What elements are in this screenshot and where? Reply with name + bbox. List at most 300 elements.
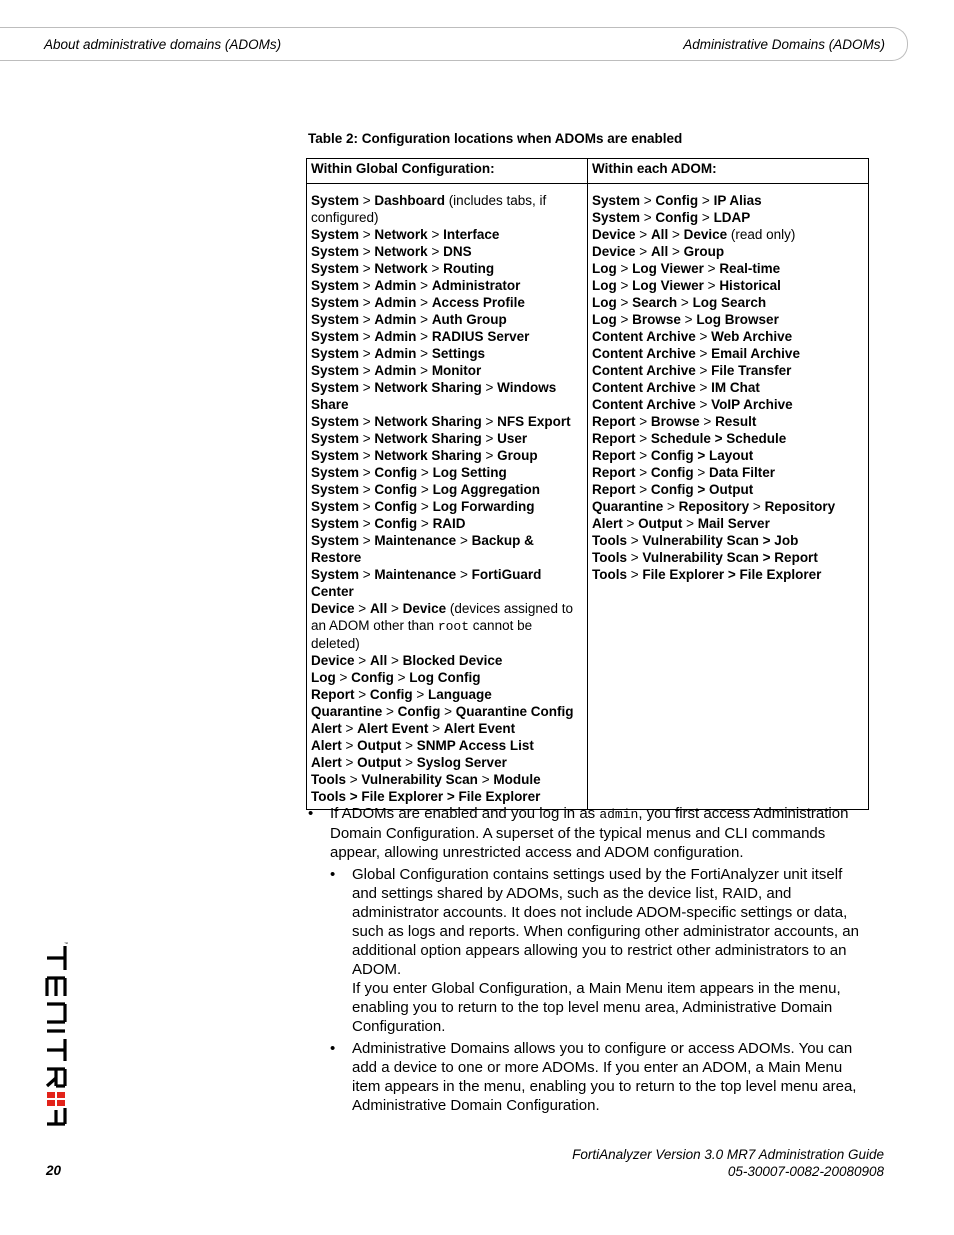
path-text: > xyxy=(481,448,498,463)
path-text: > xyxy=(335,670,352,685)
menu-path-item: Alert xyxy=(311,755,342,770)
menu-path-item: All xyxy=(369,601,388,616)
path-text: > xyxy=(440,704,456,719)
menu-path-item: Network Sharing xyxy=(374,431,482,446)
bullet-marker: • xyxy=(330,866,336,883)
menu-path-entry xyxy=(592,481,864,498)
menu-path-entry xyxy=(311,686,583,703)
menu-path-item: Routing xyxy=(443,261,495,276)
menu-path-item: Schedule > Schedule xyxy=(650,431,787,446)
menu-path-entry xyxy=(592,515,864,532)
path-text: > xyxy=(627,550,643,565)
menu-path-item: System xyxy=(311,278,360,293)
menu-path-entry xyxy=(311,345,583,362)
menu-path-item: Repository xyxy=(678,499,750,514)
path-text: > xyxy=(477,772,494,787)
menu-path-entry xyxy=(311,464,583,481)
menu-path-entry xyxy=(592,430,864,447)
path-text: > xyxy=(695,346,712,361)
menu-path-entry xyxy=(592,294,864,311)
menu-path-item: RADIUS Server xyxy=(431,329,530,344)
menu-path-item: Admin xyxy=(374,329,417,344)
menu-path-entry xyxy=(592,413,864,430)
menu-path-item: Web Archive xyxy=(711,329,793,344)
menu-path-item: Real-time xyxy=(719,261,781,276)
menu-path-item: Device xyxy=(592,244,636,259)
path-text: > xyxy=(412,687,429,702)
path-text: > xyxy=(359,482,375,497)
menu-path-item: Report xyxy=(592,431,636,446)
table-header-row xyxy=(307,159,869,184)
menu-path-item: Log xyxy=(311,670,336,685)
menu-path-item: System xyxy=(311,329,360,344)
menu-path-entry xyxy=(311,243,583,260)
path-text: > xyxy=(695,397,712,412)
menu-path-item: Log Forwarding xyxy=(432,499,535,514)
menu-path-item: System xyxy=(311,363,360,378)
menu-path-entry xyxy=(311,720,583,737)
menu-path-entry xyxy=(311,362,583,379)
menu-path-item: Data Filter xyxy=(709,465,776,480)
menu-path-item: Settings xyxy=(431,346,486,361)
path-text: > xyxy=(417,465,433,480)
code-text: root xyxy=(437,619,470,634)
menu-path-item: Device xyxy=(311,653,355,668)
path-text: > xyxy=(359,227,375,242)
path-text: > xyxy=(616,261,633,276)
menu-path-item: Module xyxy=(493,772,541,787)
menu-path-item: System xyxy=(311,244,360,259)
menu-path-item: System xyxy=(311,482,360,497)
sub-bullet-paragraph: If you enter Global Configuration, a Main Menu item appears in the menu, enabling you to return to the top level menu area, Administrative Domain Configuration. xyxy=(352,980,841,1035)
header-chapter-title: Administrative Domains (ADOMs) xyxy=(683,37,885,52)
menu-path-item: Report xyxy=(592,482,636,497)
menu-path-entry xyxy=(311,600,583,652)
menu-path-item: All xyxy=(369,653,388,668)
menu-path-item: Content Archive xyxy=(592,380,696,395)
menu-path-entry xyxy=(592,277,864,294)
global-config-cell xyxy=(307,184,588,810)
menu-path-item: System xyxy=(311,414,360,429)
path-text: > xyxy=(359,533,375,548)
menu-path-item: Repository xyxy=(764,499,836,514)
menu-path-item: System xyxy=(311,465,360,480)
menu-path-entry xyxy=(592,345,864,362)
menu-path-item: RAID xyxy=(432,516,466,531)
menu-path-item: Log Config xyxy=(409,670,481,685)
path-text: > xyxy=(416,295,432,310)
path-text: > xyxy=(359,278,375,293)
menu-path-item: System xyxy=(311,346,360,361)
column-header-global: Within Global Configuration: xyxy=(307,159,588,184)
path-text: > xyxy=(640,210,656,225)
path-text: > xyxy=(616,278,633,293)
menu-path-item: Maintenance xyxy=(374,567,457,582)
code-admin: admin xyxy=(599,807,639,822)
menu-path-item: Log Setting xyxy=(432,465,507,480)
menu-path-item: Blocked Device xyxy=(402,653,503,668)
menu-path-item: Config > Layout xyxy=(650,448,754,463)
path-text: > xyxy=(359,380,375,395)
fortinet-logo-graphic xyxy=(44,940,68,1126)
menu-path-item: Content Archive xyxy=(592,346,696,361)
path-text: > xyxy=(387,601,403,616)
menu-path-entry xyxy=(311,532,583,566)
path-text: > xyxy=(416,346,432,361)
path-text: cannot be deleted) xyxy=(311,618,533,651)
path-text: > xyxy=(456,567,472,582)
menu-path-item: Log xyxy=(592,261,617,276)
path-text: > xyxy=(698,210,714,225)
menu-path-item: Log Browser xyxy=(696,312,779,327)
path-text: > xyxy=(382,704,398,719)
path-text: > xyxy=(481,414,498,429)
menu-path-item: Tools xyxy=(592,550,627,565)
page-header xyxy=(0,27,908,61)
path-text: > xyxy=(401,738,417,753)
path-text: > xyxy=(616,295,633,310)
menu-path-item: Config xyxy=(374,499,418,514)
menu-path-item: System xyxy=(311,431,360,446)
adom-config-cell xyxy=(588,184,869,810)
path-text: > xyxy=(703,261,720,276)
menu-path-entry xyxy=(311,498,583,515)
path-text: > xyxy=(393,670,410,685)
path-text: > xyxy=(627,533,643,548)
menu-path-entry xyxy=(592,226,864,243)
menu-path-item: Admin xyxy=(374,312,417,327)
menu-path-item: Network xyxy=(374,261,428,276)
menu-path-item: System xyxy=(311,261,360,276)
menu-path-item: Browse xyxy=(632,312,681,327)
menu-path-item: Content Archive xyxy=(592,397,696,412)
table-row xyxy=(307,184,869,810)
path-text: > xyxy=(481,431,498,446)
menu-path-entry xyxy=(311,328,583,345)
menu-path-entry xyxy=(311,379,583,413)
path-text: > xyxy=(616,312,633,327)
menu-path-item: Config xyxy=(369,687,413,702)
menu-path-entry xyxy=(592,379,864,396)
menu-path-entry xyxy=(592,209,864,226)
path-text: > xyxy=(416,329,432,344)
sub-bullet-administrative-domains xyxy=(330,1039,868,1115)
menu-path-item: Network Sharing xyxy=(374,448,482,463)
path-text: > xyxy=(354,687,370,702)
path-text: > xyxy=(341,738,358,753)
menu-path-item: System xyxy=(311,448,360,463)
menu-path-entry xyxy=(311,566,583,600)
menu-path-item: All xyxy=(650,227,669,242)
path-text: > xyxy=(749,499,765,514)
menu-path-item: Tools xyxy=(311,772,346,787)
menu-path-item: DNS xyxy=(443,244,472,259)
path-text: > xyxy=(663,499,679,514)
bullet-admin-login xyxy=(308,804,868,1115)
menu-path-item: NFS Export xyxy=(497,414,571,429)
menu-path-item: Admin xyxy=(374,278,417,293)
menu-path-item: LDAP xyxy=(713,210,751,225)
menu-path-entry xyxy=(311,703,583,720)
menu-path-entry xyxy=(311,737,583,754)
footer-doc-info xyxy=(572,1146,884,1180)
menu-path-item: Alert Event xyxy=(357,721,429,736)
path-text: (read only) xyxy=(727,227,796,242)
menu-path-item: Config xyxy=(655,193,699,208)
path-text: > xyxy=(359,516,375,531)
menu-path-entry xyxy=(311,311,583,328)
fortinet-logo xyxy=(44,940,68,1126)
path-text: > xyxy=(635,244,651,259)
menu-path-entry xyxy=(311,771,583,788)
logo-o-mark xyxy=(47,1092,65,1106)
path-text: > xyxy=(359,567,375,582)
menu-path-item: Monitor xyxy=(431,363,482,378)
menu-path-entry xyxy=(311,294,583,311)
path-text: > xyxy=(668,244,684,259)
menu-path-item: Language xyxy=(428,687,492,702)
menu-path-entry xyxy=(592,396,864,413)
path-text: > xyxy=(680,312,697,327)
path-text: > xyxy=(428,721,444,736)
menu-path-item: Config xyxy=(351,670,394,685)
path-text: > xyxy=(417,516,433,531)
menu-path-entry xyxy=(311,192,583,226)
menu-path-entry xyxy=(592,362,864,379)
footer-doc-number: 05-30007-0082-20080908 xyxy=(727,1164,884,1179)
menu-path-entry xyxy=(311,226,583,243)
menu-path-item: Result xyxy=(715,414,757,429)
path-text: > xyxy=(354,653,370,668)
menu-path-item: Output xyxy=(357,755,402,770)
menu-path-item: System xyxy=(311,533,360,548)
footer-guide-title: FortiAnalyzer Version 3.0 MR7 Administration Guide xyxy=(572,1147,884,1162)
menu-path-item: Report xyxy=(592,465,636,480)
menu-path-entry xyxy=(592,243,864,260)
menu-path-item: Log Viewer xyxy=(632,261,704,276)
menu-path-item: Access Profile xyxy=(431,295,525,310)
menu-path-entry xyxy=(592,192,864,209)
path-text: > xyxy=(456,533,472,548)
menu-path-item: System xyxy=(311,499,360,514)
menu-path-item: Device xyxy=(402,601,447,616)
path-text: > xyxy=(417,499,433,514)
path-text: (devices assigned to an ADOM other than xyxy=(311,601,573,633)
path-text: > xyxy=(341,755,358,770)
menu-path-item: Config xyxy=(374,516,418,531)
path-text: > xyxy=(359,414,375,429)
menu-path-item: Admin xyxy=(374,346,417,361)
menu-path-item: Network xyxy=(374,227,428,242)
menu-path-item: Config > Output xyxy=(650,482,754,497)
menu-path-item: Report xyxy=(592,414,636,429)
path-text: > xyxy=(682,516,698,531)
path-text: > xyxy=(427,244,444,259)
menu-path-item: Alert xyxy=(311,721,342,736)
header-section-title: About administrative domains (ADOMs) xyxy=(44,37,282,52)
menu-path-item: Config xyxy=(655,210,699,225)
menu-path-item: SNMP Access List xyxy=(416,738,534,753)
menu-path-entry xyxy=(311,652,583,669)
menu-path-item: Syslog Server xyxy=(416,755,507,770)
sub-bullet-paragraph: Administrative Domains allows you to configure or access ADOMs. You can add a device to one or more ADOMs. If you enter an ADOM, a Main Menu item appears in the menu, enabling you to return to the top level menu area, Administrative Domain Configuration. xyxy=(352,1040,857,1114)
path-text: > xyxy=(359,363,375,378)
menu-path-item: Alert xyxy=(592,516,623,531)
menu-path-item: Mail Server xyxy=(697,516,770,531)
menu-path-entry xyxy=(311,515,583,532)
menu-path-item: Email Archive xyxy=(711,346,800,361)
menu-path-item: Device xyxy=(311,601,355,616)
menu-path-entry xyxy=(311,788,583,805)
menu-path-item: Admin xyxy=(374,363,417,378)
menu-path-entry xyxy=(592,532,864,549)
path-text: > xyxy=(387,653,403,668)
menu-path-item: Admin xyxy=(374,295,417,310)
path-text: > xyxy=(427,227,444,242)
path-text: > xyxy=(635,482,651,497)
menu-path-item: Windows Share xyxy=(311,380,557,412)
config-locations-table xyxy=(306,158,869,810)
path-text: > xyxy=(699,414,716,429)
menu-path-item: Vulnerability Scan > Job xyxy=(642,533,799,548)
text-run: , you first access Administration Domain Configuration. A superset of the typical menus and CLI commands appear, allowing unrestricted access and ADOM configuration. xyxy=(330,805,849,861)
menu-path-item: System xyxy=(592,210,641,225)
menu-path-entry xyxy=(592,447,864,464)
menu-path-item: Tools xyxy=(311,789,346,804)
menu-path-entry xyxy=(311,260,583,277)
menu-path-item: All xyxy=(650,244,669,259)
menu-path-item: File Explorer > File Explorer xyxy=(642,567,822,582)
menu-path-item: Log Aggregation xyxy=(432,482,541,497)
path-text: > xyxy=(354,601,370,616)
table-caption: Table 2: Configuration locations when ADOMs are enabled xyxy=(308,131,683,146)
menu-path-item: System xyxy=(311,516,360,531)
path-text: (includes tabs, if configured) xyxy=(311,193,547,225)
menu-path-entry xyxy=(311,481,583,498)
menu-path-item: FortiGuard Center xyxy=(311,567,542,599)
path-text: > xyxy=(635,227,651,242)
menu-path-item: System xyxy=(311,312,360,327)
menu-path-item: Backup & Restore xyxy=(311,533,534,565)
menu-path-entry xyxy=(311,430,583,447)
path-text: > xyxy=(359,346,375,361)
path-text: > xyxy=(401,755,417,770)
menu-path-entry xyxy=(311,447,583,464)
menu-path-entry xyxy=(311,669,583,686)
menu-path-item: Content Archive xyxy=(592,329,696,344)
sub-bullet-paragraph: Global Configuration contains settings used by the FortiAnalyzer unit itself and settings shared by ADOMs, such as the device list, RAID, and administrator accounts. It does not include ADOM-specific settings or data, such as logs and reports. When configuring other administrator accounts, an additional option appears allowing you to restrict other administrators to an ADOM. xyxy=(352,866,859,978)
menu-path-item: Log xyxy=(592,312,617,327)
menu-path-item: Quarantine xyxy=(592,499,664,514)
path-text: > xyxy=(359,312,375,327)
menu-path-item: Vulnerability Scan > Report xyxy=(642,550,818,565)
menu-path-entry xyxy=(592,549,864,566)
path-text: > xyxy=(359,193,375,208)
menu-path-item: System xyxy=(592,193,641,208)
bullet-marker: • xyxy=(308,805,314,822)
path-text: > xyxy=(695,380,712,395)
path-text: > xyxy=(359,431,375,446)
menu-path-item: Network xyxy=(374,244,428,259)
path-text: > xyxy=(359,329,375,344)
path-text: > xyxy=(359,244,375,259)
menu-path-item: Config xyxy=(650,465,694,480)
menu-path-item: Alert Event xyxy=(443,721,516,736)
menu-path-item: Alert xyxy=(311,738,342,753)
text-run: If ADOMs are enabled and you log in as xyxy=(330,805,600,822)
menu-path-item: Config xyxy=(397,704,441,719)
menu-path-entry xyxy=(592,566,864,583)
menu-path-item: File Transfer xyxy=(711,363,792,378)
menu-path-item: Dashboard xyxy=(374,193,445,208)
menu-path-item: Config xyxy=(374,465,418,480)
path-text: > xyxy=(359,465,375,480)
path-text: > xyxy=(481,380,498,395)
menu-path-item: Network Sharing xyxy=(374,380,482,395)
path-text: > xyxy=(427,261,444,276)
menu-path-item: Quarantine Config xyxy=(455,704,574,719)
menu-path-item: Config xyxy=(374,482,418,497)
path-text: > xyxy=(627,567,643,582)
menu-path-item: Report xyxy=(592,448,636,463)
path-text: > xyxy=(703,278,720,293)
path-text: > xyxy=(668,227,684,242)
menu-path-item: Log xyxy=(592,278,617,293)
path-text: > xyxy=(416,278,432,293)
menu-path-entry xyxy=(311,754,583,771)
menu-path-entry xyxy=(592,260,864,277)
menu-path-item: System xyxy=(311,193,360,208)
menu-path-entry xyxy=(311,277,583,294)
menu-path-item: Output xyxy=(357,738,402,753)
menu-path-item: Log Viewer xyxy=(632,278,704,293)
path-text: > xyxy=(416,312,432,327)
menu-path-item: Interface xyxy=(443,227,500,242)
menu-path-item: Output xyxy=(638,516,683,531)
menu-path-item: Administrator xyxy=(431,278,521,293)
menu-path-item: Quarantine xyxy=(311,704,383,719)
menu-path-item: Group xyxy=(497,448,538,463)
menu-path-item: VoIP Archive xyxy=(711,397,793,412)
menu-path-item: > File Explorer > File Explorer xyxy=(346,789,541,804)
menu-path-item: Content Archive xyxy=(592,363,696,378)
menu-path-item: System xyxy=(311,295,360,310)
menu-path-item: IM Chat xyxy=(711,380,760,395)
path-text: > xyxy=(416,363,432,378)
path-text: > xyxy=(359,261,375,276)
path-text: > xyxy=(417,482,433,497)
menu-path-entry xyxy=(592,464,864,481)
path-text: > xyxy=(698,193,714,208)
path-text: > xyxy=(677,295,693,310)
menu-path-item: Maintenance xyxy=(374,533,457,548)
menu-path-item: System xyxy=(311,227,360,242)
menu-path-item: Search xyxy=(632,295,678,310)
svg-text:™: ™ xyxy=(64,941,68,946)
menu-path-item: IP Alias xyxy=(713,193,762,208)
menu-path-item: Report xyxy=(311,687,355,702)
menu-path-item: Vulnerability Scan xyxy=(361,772,478,787)
path-text: > xyxy=(695,363,712,378)
menu-path-item: Tools xyxy=(592,533,627,548)
menu-path-item: Device xyxy=(592,227,636,242)
menu-path-item: Device xyxy=(683,227,728,242)
bullet-marker: • xyxy=(330,1040,336,1057)
menu-path-entry xyxy=(592,328,864,345)
path-text: > xyxy=(622,516,639,531)
menu-path-entry xyxy=(311,413,583,430)
menu-path-item: Network Sharing xyxy=(374,414,482,429)
